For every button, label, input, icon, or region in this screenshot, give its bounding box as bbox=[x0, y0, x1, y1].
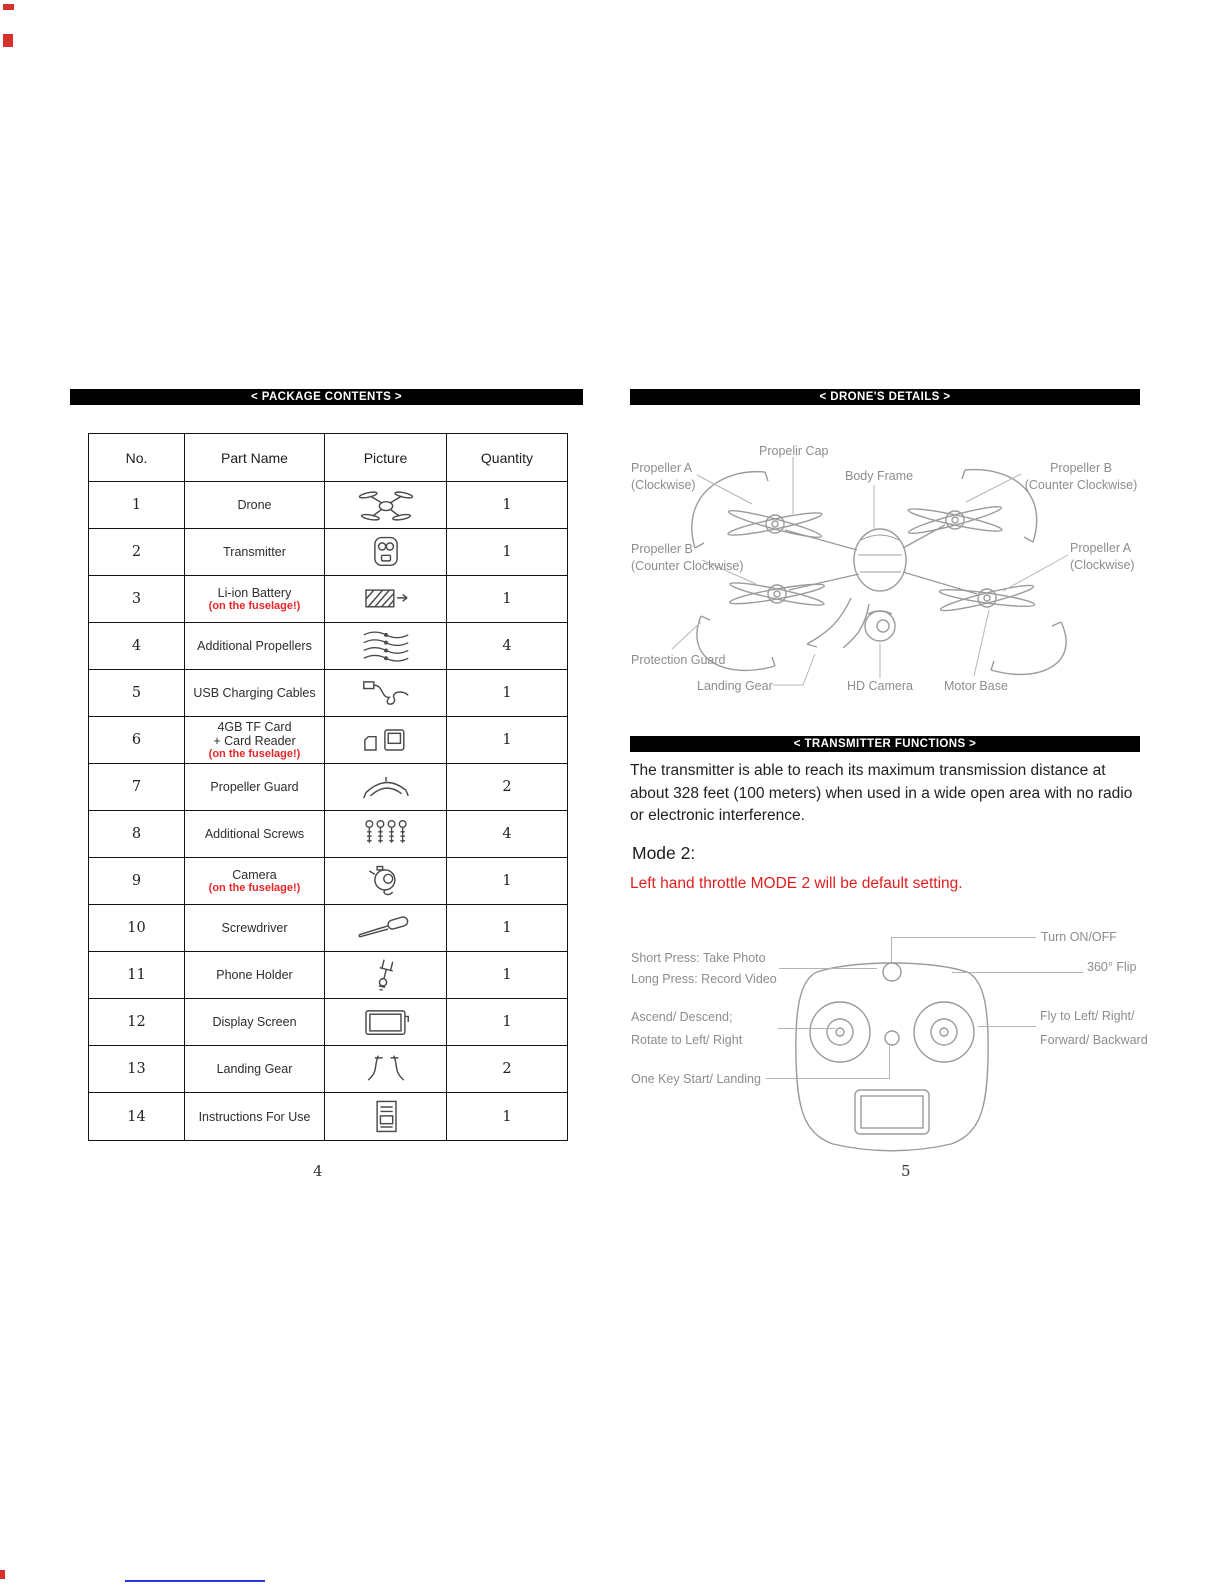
fuselage-note: (on the fuselage!) bbox=[208, 599, 301, 612]
label-text: Ascend/ Descend; bbox=[631, 1010, 733, 1024]
picture-cell bbox=[325, 811, 447, 858]
picture-cell bbox=[325, 1093, 447, 1140]
label-text: (Counter Clockwise) bbox=[1024, 478, 1138, 492]
row-qty: 1 bbox=[447, 670, 567, 717]
propellers-icon bbox=[347, 626, 425, 666]
row-no: 9 bbox=[89, 858, 185, 905]
part-name-cell bbox=[185, 764, 325, 811]
col-header-quantity: Quantity bbox=[447, 434, 567, 482]
page-number-left: 4 bbox=[313, 1162, 323, 1180]
part-name: Propeller Guard bbox=[210, 780, 299, 794]
label-landing-gear bbox=[697, 678, 773, 695]
part-name: Additional Screws bbox=[204, 827, 305, 841]
print-artifact bbox=[0, 1570, 5, 1579]
row-qty: 1 bbox=[447, 529, 567, 576]
row-no: 3 bbox=[89, 576, 185, 623]
picture-cell bbox=[325, 764, 447, 811]
fuselage-note: (on the fuselage!) bbox=[208, 747, 301, 760]
label-propeller-a-right bbox=[1070, 540, 1135, 574]
label-one-key-start bbox=[631, 1071, 761, 1088]
part-name-cell bbox=[185, 670, 325, 717]
label-text: HD Camera bbox=[847, 679, 913, 693]
part-name: Display Screen bbox=[212, 1015, 297, 1029]
row-qty: 1 bbox=[447, 999, 567, 1046]
row-no: 13 bbox=[89, 1046, 185, 1093]
picture-cell bbox=[325, 905, 447, 952]
row-no: 4 bbox=[89, 623, 185, 670]
part-name-cell bbox=[185, 905, 325, 952]
picture-cell bbox=[325, 576, 447, 623]
part-name-cell bbox=[185, 717, 325, 764]
picture-cell bbox=[325, 999, 447, 1046]
part-name: Instructions For Use bbox=[198, 1109, 311, 1124]
label-text: One Key Start/ Landing bbox=[631, 1072, 761, 1086]
label-text: Propeller A bbox=[631, 461, 693, 475]
print-artifact bbox=[3, 34, 13, 47]
part-name: Transmitter bbox=[223, 545, 286, 559]
row-no: 10 bbox=[89, 905, 185, 952]
label-ascend-descend bbox=[631, 1006, 742, 1052]
part-name-cell bbox=[185, 952, 325, 999]
drone-icon bbox=[347, 485, 425, 525]
label-text: Propeller A bbox=[1070, 541, 1132, 555]
row-no: 11 bbox=[89, 952, 185, 999]
label-photo-video bbox=[631, 948, 777, 990]
label-text: Short Press: Take Photo bbox=[631, 951, 766, 965]
footer-blue-line bbox=[125, 1580, 265, 1582]
camera-icon bbox=[347, 861, 425, 901]
label-propeller-cap bbox=[759, 443, 828, 460]
label-propeller-b-topright bbox=[1022, 460, 1140, 494]
transmitter-intro-paragraph: The transmitter is able to reach its maximum transmission distance at about 328 feet (100 meters) when used in a wide open area with no radio or electronic interference. bbox=[630, 762, 1133, 824]
col-header-picture: Picture bbox=[325, 434, 447, 482]
part-name: Additional Propellers bbox=[197, 639, 312, 653]
row-qty: 2 bbox=[447, 764, 567, 811]
part-name-cell bbox=[185, 858, 325, 905]
label-text: (Clockwise) bbox=[631, 478, 696, 492]
label-propeller-a-topleft bbox=[631, 460, 696, 494]
label-text: Landing Gear bbox=[697, 679, 773, 693]
part-name: USB Charging Cables bbox=[193, 686, 316, 700]
label-text: Body Frame bbox=[845, 469, 914, 483]
label-text: Rotate to Left/ Right bbox=[631, 1033, 743, 1047]
row-qty: 4 bbox=[447, 623, 567, 670]
row-no: 2 bbox=[89, 529, 185, 576]
label-text: (Counter Clockwise) bbox=[631, 559, 744, 573]
mode-2-heading: Mode 2: bbox=[632, 843, 696, 863]
picture-cell bbox=[325, 717, 447, 764]
tf-card-reader-icon bbox=[347, 720, 425, 760]
label-text: Protection Guard bbox=[631, 653, 726, 667]
picture-cell bbox=[325, 623, 447, 670]
col-header-part-name: Part Name bbox=[185, 434, 325, 482]
part-name-line2: + Card Reader bbox=[213, 733, 296, 748]
picture-cell bbox=[325, 482, 447, 529]
row-no: 14 bbox=[89, 1093, 185, 1140]
part-name: Phone Holder bbox=[216, 968, 293, 982]
label-text: (Clockwise) bbox=[1070, 558, 1135, 572]
part-name-cell bbox=[185, 623, 325, 670]
part-name-cell bbox=[185, 1093, 325, 1140]
row-qty: 1 bbox=[447, 576, 567, 623]
label-text: Propeller B bbox=[631, 542, 693, 556]
row-qty: 1 bbox=[447, 952, 567, 999]
part-name-cell bbox=[185, 999, 325, 1046]
part-name: Drone bbox=[237, 498, 272, 512]
fuselage-note: (on the fuselage!) bbox=[208, 881, 301, 894]
part-name: Landing Gear bbox=[216, 1062, 293, 1076]
page-number-right: 5 bbox=[901, 1162, 911, 1180]
label-motor-base bbox=[944, 678, 1008, 695]
label-body-frame bbox=[845, 468, 913, 485]
leader-line bbox=[889, 1046, 890, 1079]
row-qty: 2 bbox=[447, 1046, 567, 1093]
phone-holder-icon bbox=[347, 955, 425, 995]
leader-line bbox=[891, 937, 1036, 938]
label-turn-onoff bbox=[1041, 929, 1117, 946]
propeller-guard-icon bbox=[347, 767, 425, 807]
display-screen-icon bbox=[347, 1002, 425, 1042]
screws-icon bbox=[347, 814, 425, 854]
battery-icon bbox=[347, 579, 425, 619]
drone-details-header-text: < DRONE'S DETAILS > bbox=[819, 391, 951, 403]
picture-cell bbox=[325, 858, 447, 905]
leader-line bbox=[978, 1026, 1036, 1027]
label-hd-camera bbox=[847, 678, 913, 695]
transmitter-functions-header bbox=[630, 736, 1140, 752]
print-artifact bbox=[3, 4, 14, 10]
row-qty: 1 bbox=[447, 717, 567, 764]
part-name: Li-ion Battery bbox=[217, 585, 292, 600]
part-name-cell bbox=[185, 576, 325, 623]
leader-line bbox=[952, 972, 1083, 973]
label-text: Propelir Cap bbox=[759, 444, 829, 458]
part-name-cell bbox=[185, 529, 325, 576]
leader-line bbox=[766, 1078, 889, 1079]
row-qty: 4 bbox=[447, 811, 567, 858]
drone-details-header bbox=[630, 389, 1140, 405]
picture-cell bbox=[325, 952, 447, 999]
part-name: Screwdriver bbox=[221, 921, 288, 935]
screwdriver-icon bbox=[347, 908, 425, 948]
picture-cell bbox=[325, 670, 447, 717]
picture-cell bbox=[325, 529, 447, 576]
row-qty: 1 bbox=[447, 905, 567, 952]
label-text: Forward/ Backward bbox=[1040, 1033, 1148, 1047]
label-text: Propeller B bbox=[1050, 461, 1112, 475]
mode-2-note: Left hand throttle MODE 2 will be default setting. bbox=[630, 875, 963, 892]
usb-cable-icon bbox=[347, 673, 425, 713]
col-header-no: No. bbox=[89, 434, 185, 482]
label-protection-guard bbox=[631, 652, 726, 669]
row-no: 8 bbox=[89, 811, 185, 858]
label-text: Motor Base bbox=[944, 679, 1008, 693]
part-name: Camera bbox=[232, 867, 277, 882]
label-360-flip bbox=[1087, 959, 1136, 976]
row-no: 5 bbox=[89, 670, 185, 717]
picture-cell bbox=[325, 1046, 447, 1093]
row-qty: 1 bbox=[447, 482, 567, 529]
row-qty: 1 bbox=[502, 1108, 512, 1125]
label-propeller-b-left bbox=[631, 541, 744, 575]
label-text: Long Press: Record Video bbox=[631, 972, 777, 986]
row-no: 6 bbox=[89, 717, 185, 764]
row-no: 1 bbox=[89, 482, 185, 529]
instructions-icon bbox=[347, 1097, 425, 1137]
leader-line bbox=[778, 1028, 835, 1029]
part-name: 4GB TF Card bbox=[217, 719, 292, 734]
part-name-cell bbox=[185, 811, 325, 858]
leader-line bbox=[891, 937, 892, 962]
row-qty: 1 bbox=[447, 858, 567, 905]
label-text: Turn ON/OFF bbox=[1041, 930, 1117, 944]
transmitter-diagram bbox=[783, 948, 1003, 1163]
package-contents-header-text: < PACKAGE CONTENTS > bbox=[251, 391, 402, 403]
part-name-cell bbox=[185, 482, 325, 529]
package-contents-header bbox=[70, 389, 583, 405]
transmitter-icon bbox=[347, 532, 425, 572]
row-no: 7 bbox=[89, 764, 185, 811]
leader-line bbox=[779, 968, 877, 969]
label-text: Fly to Left/ Right/ bbox=[1040, 1009, 1135, 1023]
row-no: 12 bbox=[89, 999, 185, 1046]
transmitter-functions-header-text: < TRANSMITTER FUNCTIONS > bbox=[793, 738, 977, 750]
landing-gear-icon bbox=[347, 1049, 425, 1089]
part-name-cell bbox=[185, 1046, 325, 1093]
label-text: 360° Flip bbox=[1087, 960, 1137, 974]
package-contents-table bbox=[88, 433, 568, 1141]
label-fly-directions bbox=[1040, 1004, 1148, 1052]
